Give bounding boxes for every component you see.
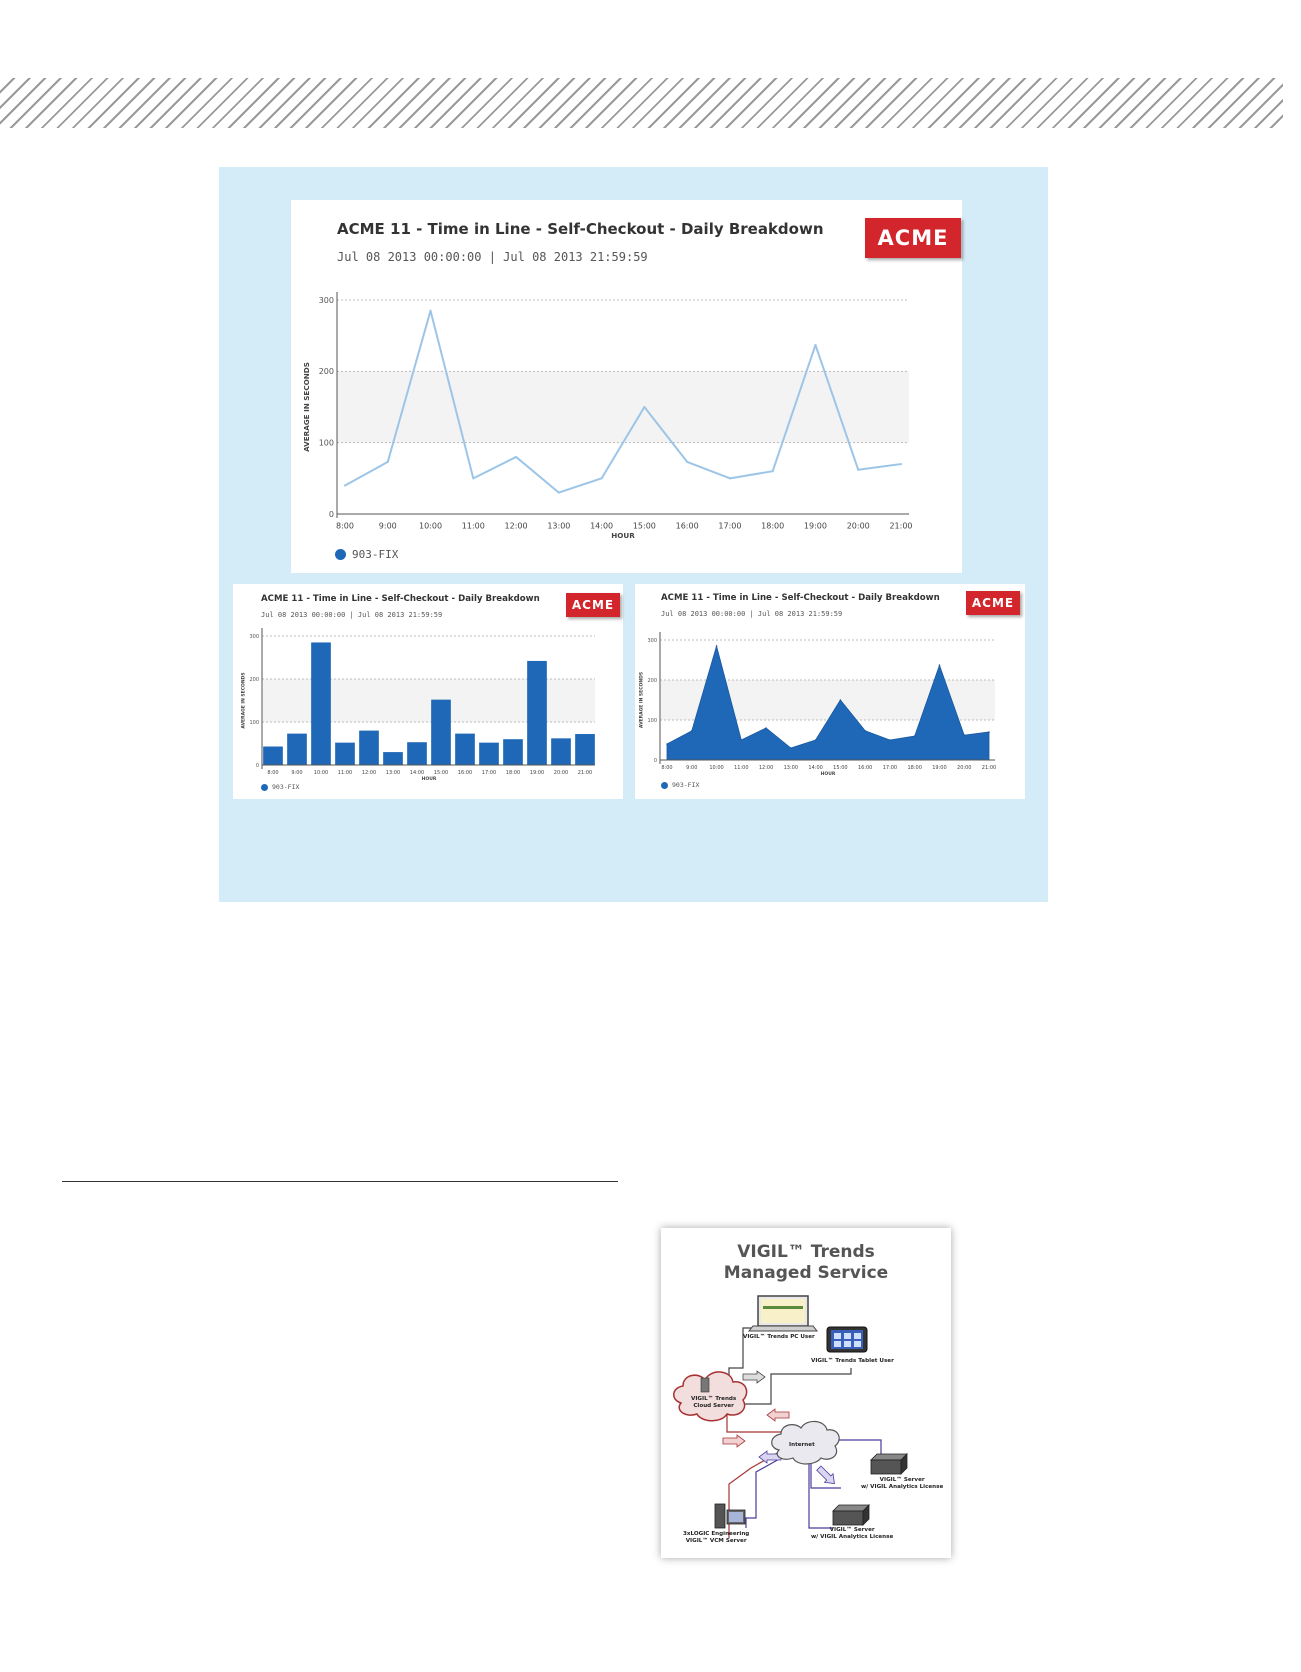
x-tick-label: 21:00 bbox=[577, 770, 593, 776]
vcm-server-label: 3xLOGIC Engineering VIGIL™ VCM Server bbox=[683, 1531, 750, 1544]
x-tick-label: 10:00 bbox=[419, 521, 443, 531]
x-tick-label: 15:00 bbox=[433, 770, 449, 776]
bar bbox=[431, 700, 451, 765]
x-tick-label: 20:00 bbox=[846, 521, 870, 531]
bar-chart-card bbox=[233, 584, 623, 799]
x-tick-label: 17:00 bbox=[882, 765, 898, 771]
legend-label: 903-FIX bbox=[352, 548, 399, 561]
acme-logo: ACME bbox=[566, 593, 620, 617]
plot-band bbox=[337, 371, 909, 442]
y-tick-label: 100 bbox=[647, 717, 657, 724]
legend-marker-icon bbox=[335, 549, 346, 560]
x-tick-label: 21:00 bbox=[889, 521, 913, 531]
x-tick-label: 10:00 bbox=[709, 765, 724, 771]
x-tick-label: 12:00 bbox=[758, 765, 774, 771]
x-tick-label: 20:00 bbox=[553, 770, 569, 776]
x-tick-label: 8:00 bbox=[336, 521, 354, 531]
server-label: VIGIL™ Server w/ VIGIL Analytics License bbox=[811, 1527, 894, 1540]
x-tick-label: 21:00 bbox=[981, 765, 997, 771]
x-tick-label: 14:00 bbox=[808, 765, 823, 771]
area-chart-date-range: Jul 08 2013 00:00:00 | Jul 08 2013 21:59:59 bbox=[661, 610, 843, 618]
diagram-title-line1: VIGIL™ Trends bbox=[737, 1242, 875, 1262]
area-point bbox=[889, 739, 891, 741]
area-chart bbox=[635, 584, 1025, 784]
y-tick-label: 100 bbox=[249, 719, 259, 726]
x-tick-label: 18:00 bbox=[907, 765, 922, 771]
area-point bbox=[840, 699, 842, 701]
x-axis-label: HOUR bbox=[820, 772, 836, 777]
line-segment bbox=[730, 471, 773, 478]
y-axis-label: AVERAGE IN SECONDS bbox=[241, 672, 247, 729]
y-tick-label: 200 bbox=[249, 676, 259, 683]
x-tick-label: 9:00 bbox=[378, 521, 397, 531]
x-tick-label: 19:00 bbox=[529, 770, 545, 776]
area-point bbox=[963, 734, 965, 736]
y-tick-label: 200 bbox=[318, 367, 334, 377]
x-tick-label: 16:00 bbox=[457, 770, 473, 776]
main-line-chart-card bbox=[291, 200, 962, 573]
bar bbox=[335, 743, 355, 765]
x-tick-label: 9:00 bbox=[291, 770, 303, 776]
area-point bbox=[666, 743, 668, 745]
x-tick-label: 15:00 bbox=[632, 521, 656, 531]
bar bbox=[479, 743, 499, 765]
x-tick-label: 8:00 bbox=[661, 765, 673, 771]
area-point bbox=[716, 645, 718, 647]
bar bbox=[551, 738, 571, 765]
line-segment bbox=[345, 462, 388, 486]
bar bbox=[575, 734, 595, 765]
y-tick-label: 300 bbox=[647, 637, 657, 644]
x-tick-label: 9:00 bbox=[686, 765, 698, 771]
x-tick-label: 10:00 bbox=[313, 770, 329, 776]
x-tick-label: 16:00 bbox=[675, 521, 699, 531]
bar bbox=[407, 742, 427, 765]
area-point bbox=[914, 735, 916, 737]
x-tick-label: 18:00 bbox=[761, 521, 785, 531]
bar bbox=[263, 747, 283, 765]
bar bbox=[359, 731, 379, 765]
x-tick-label: 17:00 bbox=[718, 521, 742, 531]
acme-logo: ACME bbox=[865, 218, 961, 258]
decorative-hatch-band bbox=[0, 78, 1301, 128]
line-segment bbox=[516, 457, 559, 493]
bar bbox=[527, 661, 547, 765]
server-icon bbox=[871, 1454, 907, 1474]
server-icon bbox=[833, 1505, 869, 1525]
diagram-title-line2: Managed Service bbox=[723, 1263, 889, 1283]
area-point bbox=[765, 727, 767, 729]
y-tick-label: 0 bbox=[328, 509, 334, 519]
x-tick-label: 13:00 bbox=[547, 521, 571, 531]
y-tick-label: 300 bbox=[318, 295, 334, 305]
x-tick-label: 13:00 bbox=[385, 770, 401, 776]
bar-chart-date-range: Jul 08 2013 00:00:00 | Jul 08 2013 21:59:59 bbox=[261, 611, 443, 619]
x-tick-label: 13:00 bbox=[783, 765, 799, 771]
laptop-icon bbox=[749, 1296, 817, 1331]
x-tick-label: 17:00 bbox=[481, 770, 497, 776]
main-chart-title: ACME 11 - Time in Line - Self-Checkout - Daily Breakdown bbox=[337, 220, 824, 238]
area-chart-card bbox=[635, 584, 1025, 799]
main-chart-legend bbox=[335, 548, 398, 561]
diagram-connections bbox=[661, 1228, 951, 1558]
area-point bbox=[988, 731, 990, 733]
workstation-icon bbox=[715, 1504, 745, 1528]
y-tick-label: 100 bbox=[318, 438, 334, 448]
cloud-server-label: VIGIL™ Trends Cloud Server bbox=[691, 1396, 737, 1409]
bar-chart-title: ACME 11 - Time in Line - Self-Checkout - Daily Breakdown bbox=[261, 594, 540, 604]
arrow-icon bbox=[767, 1409, 789, 1421]
legend-label: 903-FIX bbox=[272, 783, 300, 791]
bar bbox=[311, 642, 331, 765]
arrow-icon bbox=[723, 1435, 745, 1447]
main-line-chart bbox=[291, 200, 962, 540]
line-segment bbox=[858, 464, 901, 470]
pc-user-label: VIGIL™ Trends PC User bbox=[743, 1334, 815, 1340]
x-tick-label: 19:00 bbox=[803, 521, 827, 531]
arrow-icon bbox=[815, 1464, 839, 1488]
bar bbox=[287, 734, 307, 765]
tablet-user-label: VIGIL™ Trends Tablet User bbox=[811, 1358, 894, 1364]
server-label: VIGIL™ Server w/ VIGIL Analytics License bbox=[861, 1477, 944, 1490]
area-point bbox=[939, 664, 941, 666]
bar bbox=[455, 734, 475, 765]
y-tick-label: 0 bbox=[653, 757, 657, 764]
legend-marker-icon bbox=[661, 782, 668, 789]
x-tick-label: 20:00 bbox=[957, 765, 972, 771]
x-tick-label: 11:00 bbox=[461, 521, 485, 531]
area-point bbox=[815, 739, 817, 741]
bar bbox=[383, 752, 403, 765]
bar bbox=[503, 739, 523, 765]
area-point bbox=[864, 730, 866, 732]
arrow-icon bbox=[743, 1371, 765, 1383]
internet-label: Internet bbox=[789, 1442, 815, 1448]
x-tick-label: 15:00 bbox=[833, 765, 848, 771]
bar-chart-legend bbox=[261, 783, 299, 791]
y-tick-label: 200 bbox=[647, 677, 657, 684]
legend-marker-icon bbox=[261, 784, 268, 791]
x-axis-label: HOUR bbox=[421, 777, 437, 782]
connection-line bbox=[731, 1368, 851, 1404]
x-tick-label: 14:00 bbox=[590, 521, 614, 531]
y-tick-label: 300 bbox=[249, 633, 259, 640]
x-tick-label: 12:00 bbox=[361, 770, 377, 776]
connection-line bbox=[729, 1448, 786, 1538]
main-chart-date-range: Jul 08 2013 00:00:00 | Jul 08 2013 21:59:59 bbox=[337, 250, 648, 264]
vigil-trends-diagram bbox=[661, 1228, 951, 1558]
tablet-icon bbox=[827, 1327, 867, 1352]
line-segment bbox=[559, 478, 602, 492]
acme-logo: ACME bbox=[966, 591, 1020, 615]
y-tick-label: 0 bbox=[255, 762, 259, 769]
y-axis-label: AVERAGE IN SECONDS bbox=[639, 671, 645, 729]
x-tick-label: 12:00 bbox=[504, 521, 528, 531]
area-point bbox=[790, 747, 792, 749]
x-axis-label: HOUR bbox=[611, 531, 635, 540]
area-point bbox=[741, 739, 743, 741]
area-chart-legend bbox=[661, 781, 699, 789]
x-tick-label: 14:00 bbox=[409, 770, 425, 776]
y-axis-label: AVERAGE IN SECONDS bbox=[302, 362, 311, 452]
chart-gallery-panel bbox=[219, 167, 1048, 902]
line-segment bbox=[687, 462, 730, 478]
x-tick-label: 11:00 bbox=[337, 770, 353, 776]
x-tick-label: 18:00 bbox=[505, 770, 521, 776]
x-tick-label: 11:00 bbox=[734, 765, 749, 771]
x-tick-label: 16:00 bbox=[857, 765, 873, 771]
x-tick-label: 19:00 bbox=[932, 765, 947, 771]
line-segment bbox=[473, 457, 516, 478]
x-tick-label: 8:00 bbox=[267, 770, 279, 776]
legend-label: 903-FIX bbox=[672, 781, 700, 789]
area-point bbox=[691, 730, 693, 732]
section-divider bbox=[62, 1181, 618, 1182]
bar-chart bbox=[233, 584, 623, 784]
area-chart-title: ACME 11 - Time in Line - Self-Checkout - Daily Breakdown bbox=[661, 593, 940, 603]
